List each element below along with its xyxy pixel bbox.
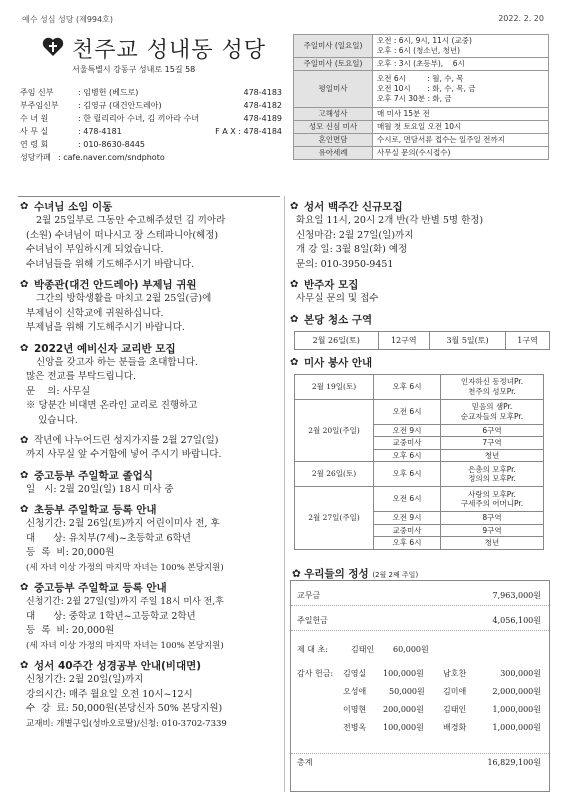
- section-title-text: 중고등부 주일학교 등록 안내: [34, 582, 167, 594]
- table-cell: 청년: [441, 449, 544, 462]
- section-title-text: 박종관(대건 안드레아) 부제님 귀원: [34, 279, 197, 291]
- offering-label: 총계: [297, 758, 313, 767]
- section-title-text: 우리들의 정성: [304, 568, 369, 580]
- body-line: 2월 25일부로 그동안 수고해주셨던 김 끼아라: [36, 215, 226, 226]
- body-line: (소원) 수녀님이 떠나시고 장 스테파니아(헤정): [26, 229, 219, 241]
- staff-value: : 김영규 (대건안드레아): [78, 101, 162, 110]
- issue-date: 2022. 2. 20: [498, 14, 544, 23]
- notice-mass-serving: [290, 356, 552, 550]
- schedule-value: 수시로, 면담서류 접수는 일주일 전까지: [373, 134, 549, 147]
- body-line: 까지 사무실 앞 수거함에 넣어 주시기 바랍니다.: [26, 449, 222, 460]
- thanks-row: [291, 719, 549, 737]
- body-line: 등 록 비: 20,000원: [26, 625, 115, 636]
- body-line: 부제님을 위해 기도해주시기 바랍니다.: [26, 322, 185, 333]
- body-line: 대 상: 중학교 1학년~고등학교 2학년: [26, 610, 196, 622]
- staff-row: [20, 138, 282, 151]
- donor-amount: 100,000원: [383, 723, 424, 732]
- donor-amount: 100,000원: [383, 669, 424, 678]
- donor-name: 남호찬: [443, 669, 467, 678]
- table-row: [295, 487, 544, 512]
- table-cell: 오후 6시: [374, 462, 441, 487]
- body-line: 일 시: 2월 20일(일) 18시 미사 중: [26, 483, 174, 495]
- offering-label: 교무금: [297, 591, 321, 600]
- section-title: [20, 278, 282, 292]
- donor-name: 김미애: [443, 687, 467, 696]
- flower-icon: ✿: [290, 313, 299, 325]
- body-line: 신앙을 갖고자 하는 분들을 초대합니다.: [36, 356, 198, 368]
- body-line: 신청기간: 2월 20일(일)까지: [26, 674, 144, 685]
- body-line: 부제님이 신학교에 귀원하십니다.: [26, 307, 164, 319]
- table-cell: 교중미사: [374, 524, 441, 537]
- notice-bible-study: [20, 659, 282, 731]
- staff-label: 수 녀 원: [20, 114, 49, 123]
- body-line: 화요일 11시, 20시 2개 반(각 반별 5명 한정): [296, 215, 484, 226]
- donor-amount: 200,000원: [383, 705, 424, 714]
- section-title: [20, 581, 282, 595]
- staff-value: : 한 릴리리아 수녀, 김 끼아라 수녀: [78, 114, 199, 123]
- offering-line: [291, 587, 549, 606]
- table-cell: 8구역: [441, 512, 544, 525]
- section-title-text: 수녀님 소임 이동: [34, 201, 113, 213]
- notice-elementary-registration: [20, 503, 282, 575]
- section-body: [20, 595, 282, 653]
- donor-amount: 1,000,000원: [492, 705, 541, 714]
- table-row: [294, 121, 549, 134]
- notice-deacon-return: [20, 278, 282, 336]
- donor-name: 김태인: [443, 705, 467, 714]
- donor-name: 전병옥: [343, 723, 367, 732]
- section-title: [290, 356, 552, 370]
- table-cell: 오전 9시: [374, 512, 441, 525]
- body-line: 대 상: 유치부(7세)~초등학교 6학년: [26, 532, 191, 544]
- table-cell: 1구역: [506, 331, 550, 349]
- issue-label: 예수 성심 성당 (제994호): [22, 15, 113, 24]
- section-title-text: 2022년 예비신자 교리반 모집: [34, 342, 176, 355]
- offering-total-line: [291, 753, 549, 772]
- section-title-text: 성서 백주간 신규모집: [304, 201, 403, 213]
- body-line: 많은 전교를 부탁드립니다.: [26, 371, 137, 382]
- offering-box: [290, 580, 550, 792]
- body-line: 등 록 비: 20,000원: [26, 547, 115, 558]
- top-bar: [22, 14, 552, 26]
- body-line: 교재비: 개별구입(성바오로딸)/신청: 010-3702-7339: [26, 718, 227, 729]
- section-body: [20, 483, 282, 498]
- staff-label: 부주임신부: [20, 101, 59, 110]
- staff-row: [20, 99, 282, 112]
- schedule-value: 오후 : 3시 (초등부), 6시: [373, 58, 549, 71]
- body-line: 그간의 방학생활을 마치고 2월 25일(금)에: [36, 293, 212, 304]
- body-line: 수녀님들을 위해 기도해주시기 바랍니다.: [26, 258, 195, 270]
- thanks-row: [291, 665, 549, 683]
- notice-bible-100-weeks: [290, 200, 552, 272]
- staff-label: 사 무 실: [20, 127, 49, 136]
- table-cell: 12구역: [378, 331, 429, 349]
- table-cell: 은총의 모후Pr. 정의의 모후Pr.: [441, 462, 544, 487]
- staff-row: [20, 86, 282, 99]
- body-line: 있습니다.: [26, 414, 78, 426]
- section-body: [290, 214, 552, 272]
- section-body: [20, 356, 282, 429]
- schedule-key: 혼인면담: [294, 134, 373, 147]
- table-cell: 청년: [441, 537, 544, 550]
- body-line: (세 자녀 이상 가정의 마지막 자녀는 100% 본당지원): [26, 562, 224, 573]
- staff-phone: 478-4189: [243, 114, 282, 123]
- cafe-link[interactable]: : cafe.naver.com/sndphoto: [58, 153, 165, 162]
- table-cell: 3월 5일(토): [430, 331, 506, 349]
- staff-phone: 478-4183: [243, 88, 282, 97]
- staff-row: [20, 151, 282, 164]
- offering-total: 16,829,100원: [487, 758, 541, 767]
- section-title: [20, 469, 282, 483]
- body-line: 개 강 일: 3월 8일(화) 예정: [296, 244, 408, 255]
- body-line: 신청마감: 2월 27일(일)까지: [296, 229, 414, 241]
- section-title-text: 본당 청소 구역: [304, 313, 373, 326]
- table-cell: 2월 27일(주일): [295, 487, 374, 550]
- offering-label: 주일헌금: [297, 616, 328, 625]
- staff-label: 주임 신부: [20, 88, 54, 97]
- right-column: [290, 200, 552, 550]
- flower-icon: ✿: [20, 435, 29, 446]
- section-title: [290, 200, 552, 214]
- offering-label: 제 대 초:: [297, 645, 328, 654]
- schedule-value: 오전 : 6시, 9시, 11시 (교중) 오후 : 6시 (청소년, 청년): [373, 35, 549, 58]
- section-title-text: 성서 40주간 성경공부 안내(비대면): [34, 660, 202, 672]
- body-line: 사무실 문의 및 접수: [296, 293, 379, 304]
- table-cell: 믿음의 샘Pr. 순교자들의 모후Pr.: [441, 399, 544, 424]
- body-line: 수 강 료: 50,000원(본당신자 50% 본당지원): [26, 703, 223, 714]
- section-body: [20, 448, 282, 463]
- schedule-key: 유아세례: [294, 147, 373, 160]
- table-row: [295, 462, 544, 487]
- flower-icon: ✿: [20, 582, 29, 593]
- schedule-value: 매월 첫 토요일 오전 10시: [373, 121, 549, 134]
- section-title: [290, 313, 552, 327]
- flower-icon: ✿: [20, 469, 29, 481]
- body-line: 문 의: 사무실: [26, 385, 91, 397]
- flower-icon: ✿: [290, 279, 299, 290]
- serving-table: [294, 374, 544, 550]
- table-cell: 2월 26일(토): [295, 331, 379, 349]
- section-body: [20, 673, 282, 731]
- section-title-text: 미사 봉사 안내: [304, 356, 373, 369]
- notice-organist: [290, 278, 552, 307]
- table-cell: 교중미사: [374, 437, 441, 450]
- table-row: [294, 71, 549, 108]
- table-cell: 오전 6시: [374, 399, 441, 424]
- thanks-row: [291, 701, 549, 719]
- offering-amount: 4,056,100원: [492, 616, 541, 625]
- table-cell: 오전 6시: [374, 487, 441, 512]
- section-title: [20, 342, 282, 356]
- donor-amount: 60,000원: [393, 645, 429, 654]
- mass-schedule-table: [293, 34, 549, 160]
- thanks-row: [291, 683, 549, 701]
- staff-label: 연 령 회: [20, 140, 49, 149]
- section-body: [290, 292, 552, 307]
- donor-name: 배경화: [443, 723, 467, 732]
- staff-label: 성당카페: [20, 153, 51, 162]
- donor-name: 이명현: [343, 705, 367, 714]
- staff-value: : 478-4181: [78, 127, 122, 136]
- table-cell: 7구역: [441, 437, 544, 450]
- section-title-text: 반주자 모집: [304, 279, 359, 291]
- table-row: [294, 108, 549, 121]
- flower-icon: ✿: [20, 201, 29, 212]
- flower-icon: ✿: [290, 356, 299, 368]
- section-title-text: 초등부 주일학교 등록 안내: [34, 504, 157, 516]
- staff-list: [20, 86, 282, 164]
- offering-line: [291, 612, 549, 631]
- table-cell: 9구역: [441, 524, 544, 537]
- donor-name: 김태인: [351, 645, 375, 654]
- table-cell: 오후 6시: [374, 449, 441, 462]
- staff-phone: 478-4182: [243, 101, 282, 110]
- schedule-key: 고해성사: [294, 108, 373, 121]
- donor-amount: 1,000,000원: [492, 723, 541, 732]
- notice-palm-branches: [20, 434, 282, 463]
- church-address: 서울특별시 강동구 성내로 15길 58: [72, 65, 196, 74]
- offering-label: 감사 헌금:: [297, 669, 334, 678]
- notice-cleaning: [290, 313, 552, 350]
- staff-row: [20, 112, 282, 125]
- column-divider: [284, 196, 285, 792]
- flower-icon: ✿: [292, 568, 305, 580]
- schedule-key: 평일미사: [294, 71, 373, 108]
- table-cell: 사랑의 모후Pr. 구세주의 어머니Pr.: [441, 487, 544, 512]
- body-line: 신청기간: 2월 27일(일)까지 주일 18시 미사 전,후: [26, 597, 224, 607]
- church-name: 천주교 성내동 성당: [72, 38, 267, 63]
- body-line: 문의: 010-3950-9451: [296, 258, 394, 270]
- section-title: [20, 200, 282, 214]
- staff-value: : 임병헌 (베드로): [78, 88, 139, 97]
- table-row: [295, 374, 544, 399]
- table-row: [294, 134, 549, 147]
- table-row: [294, 147, 549, 160]
- body-line: 신청기간: 2월 26일(토)까지 어린이미사 전, 후: [26, 518, 220, 529]
- notice-catechumen: [20, 342, 282, 429]
- staff-row: [20, 125, 282, 138]
- cleaning-table: [294, 331, 550, 350]
- section-title-text: 중고등부 주일학교 졸업식: [34, 469, 153, 482]
- schedule-value: 사무실 문의(수시접수): [373, 147, 549, 160]
- donor-amount: 50,000원: [389, 687, 425, 696]
- offering-title: [292, 566, 418, 581]
- notice-sister-transfer: [20, 200, 282, 272]
- section-title: [20, 659, 282, 673]
- table-row: [295, 399, 544, 424]
- body-line: ※ 당분간 비대면 온라인 교리로 진행하고: [26, 400, 198, 411]
- flower-icon: ✿: [20, 342, 29, 354]
- notice-graduation: [20, 469, 282, 498]
- body-line: 강의시간: 매주 월요일 오전 10시~12시: [26, 688, 193, 700]
- schedule-key: 주일미사 (토요일): [294, 58, 373, 71]
- table-cell: 6구역: [441, 424, 544, 437]
- body-line: 수녀님이 부임하시게 되었습니다.: [26, 244, 164, 255]
- section-title: [20, 503, 282, 517]
- table-cell: 2월 20일(주일): [295, 399, 374, 462]
- table-row: [294, 35, 549, 58]
- table-cell: 오후 6시: [374, 374, 441, 399]
- table-row: [294, 58, 549, 71]
- section-body: [20, 214, 282, 272]
- donor-name: 오성애: [343, 687, 367, 696]
- table-cell: 오후 6시: [374, 537, 441, 550]
- section-body: [20, 292, 282, 336]
- table-row: [295, 331, 550, 349]
- left-column: [20, 200, 282, 731]
- flower-icon: ✿: [290, 201, 299, 212]
- staff-fax: F A X : 478-4184: [215, 127, 282, 136]
- table-cell: 2월 19일(토): [295, 374, 374, 399]
- offering-subtitle: (2월 2째 주일): [372, 571, 419, 579]
- church-logo-icon: [42, 36, 64, 58]
- section-title: [290, 278, 552, 292]
- table-cell: 인자하신 동정녀Pr. 천주의 성모Pr.: [441, 374, 544, 399]
- table-cell: 2월 26일(토): [295, 462, 374, 487]
- schedule-value: 매 미사 15분 전: [373, 108, 549, 121]
- table-cell: 오전 9시: [374, 424, 441, 437]
- donor-amount: 2,000,000원: [492, 687, 541, 696]
- donor-name: 김영실: [343, 669, 367, 678]
- donor-amount: 300,000원: [500, 669, 541, 678]
- schedule-key: 성모 신심 미사: [294, 121, 373, 134]
- offering-amount: 7,963,000원: [492, 591, 541, 600]
- notice-highschool-registration: [20, 581, 282, 653]
- offering-line: [291, 641, 549, 659]
- schedule-key: 주일미사 (일요일): [294, 35, 373, 58]
- divider: [18, 196, 280, 197]
- section-body: [20, 517, 282, 575]
- schedule-value: 오전 6시 : 월, 수, 목 오전 10시 : 화, 수, 목, 금 오후 7시 30분 : 화, 금: [373, 71, 549, 108]
- body-line: (세 자녀 이상 가정의 마지막 자녀는 100% 본당지원): [26, 640, 224, 651]
- section-title: [20, 434, 282, 448]
- flower-icon: ✿: [20, 279, 29, 290]
- flower-icon: ✿: [20, 660, 29, 671]
- section-title-text: 작년에 나누어드린 성지가지를 2월 27일(일): [34, 435, 219, 446]
- staff-value: : 010-8630-8445: [78, 140, 145, 149]
- flower-icon: ✿: [20, 504, 29, 515]
